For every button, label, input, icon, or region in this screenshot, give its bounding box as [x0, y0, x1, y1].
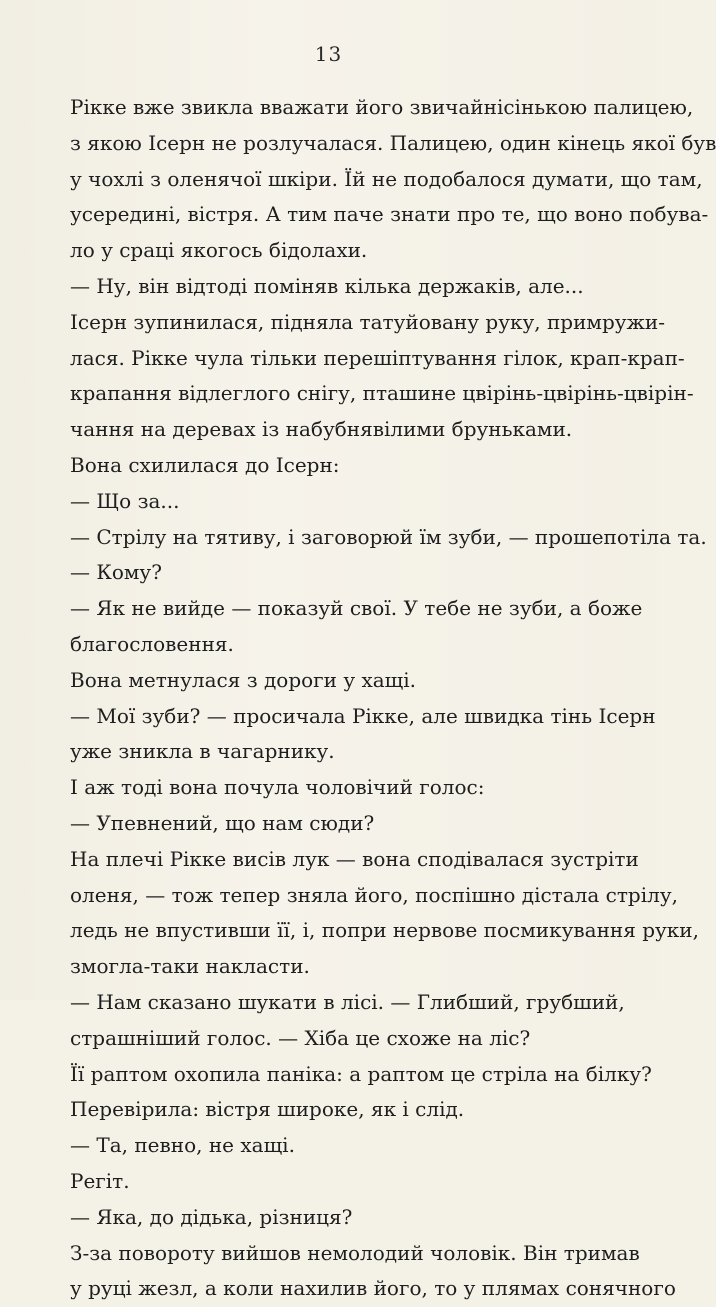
text-line: Її раптом охопила паніка: а раптом це стріла на білку? [70, 1061, 652, 1086]
text-line: у руці жезл, а коли нахилив його, то у плямах сонячного [70, 1276, 676, 1301]
text-line: усередині, вістря. А тим паче знати про те, що воно побува- [70, 202, 709, 227]
text-line: лася. Рікке чула тільки перешіптування гілок, крап-крап- [70, 345, 685, 370]
text-line: — Ну, він відтоді поміняв кілька держаків, але... [70, 273, 584, 298]
text-line: чання на деревах із набубнявілими бруньками. [70, 417, 573, 442]
text-line: І аж тоді вона почула чоловічий голос: [70, 775, 485, 800]
text-line: — Та, певно, не хащі. [70, 1133, 295, 1158]
text-line: — Стрілу на тятиву, і заговорюй їм зуби, — прошепотіла та. [70, 524, 707, 549]
text-line: страшніший голос. — Хіба це схоже на ліс? [70, 1025, 531, 1050]
text-line: — Упевнений, що нам сюди? [70, 810, 375, 835]
text-line: — Що за... [70, 488, 180, 513]
body-text [70, 90, 716, 1307]
text-line: Перевірила: вістря широке, як і слід. [70, 1097, 465, 1122]
text-line: — Мої зуби? — просичала Рікке, але швидка тінь Ісерн [70, 703, 656, 728]
text-line: — Нам сказано шукати в лісі. — Глибший, грубший, [70, 989, 625, 1014]
text-line: з якою Ісерн не розлучалася. Палицею, один кінець якої був [70, 130, 716, 155]
text-line: — Кому? [70, 560, 162, 585]
text-line: у чохлі з оленячої шкіри. Їй не подобалося думати, що там, [70, 166, 703, 191]
text-line: На плечі Рікке висів лук — вона сподівалася зустріти [70, 846, 639, 871]
text-line: Регіт. [70, 1168, 130, 1193]
text-line: Вона метнулася з дороги у хащі. [70, 667, 417, 692]
text-line: — Яка, до дідька, різниця? [70, 1204, 353, 1229]
text-line: ло у сраці якогось бідолахи. [70, 238, 368, 263]
text-line: З-за повороту вийшов немолодий чоловік. Він тримав [70, 1240, 640, 1265]
text-line: благословення. [70, 631, 234, 656]
text-line: змогла-таки накласти. [70, 954, 310, 979]
text-line: Рікке вже звикла вважати його звичайнісінькою палицею, [70, 95, 694, 119]
text-line: — Як не вийде — показуй свої. У тебе не зуби, а боже [70, 596, 643, 621]
page-number: 13 [314, 42, 343, 66]
text-line: ледь не впустивши її, і, попри нервове посмикування руки, [70, 918, 699, 943]
text-line: крапання відлеглого снігу, пташине цвірінь-цвірінь-цвірін- [70, 381, 694, 406]
text-line: оленя, — тож тепер зняла його, поспішно дістала стрілу, [70, 882, 678, 907]
text-line: Ісерн зупинилася, підняла татуйовану руку, примружи- [70, 309, 666, 334]
text-line: уже зникла в чагарнику. [70, 739, 335, 764]
text-line: Вона схилилася до Ісерн: [70, 452, 340, 477]
